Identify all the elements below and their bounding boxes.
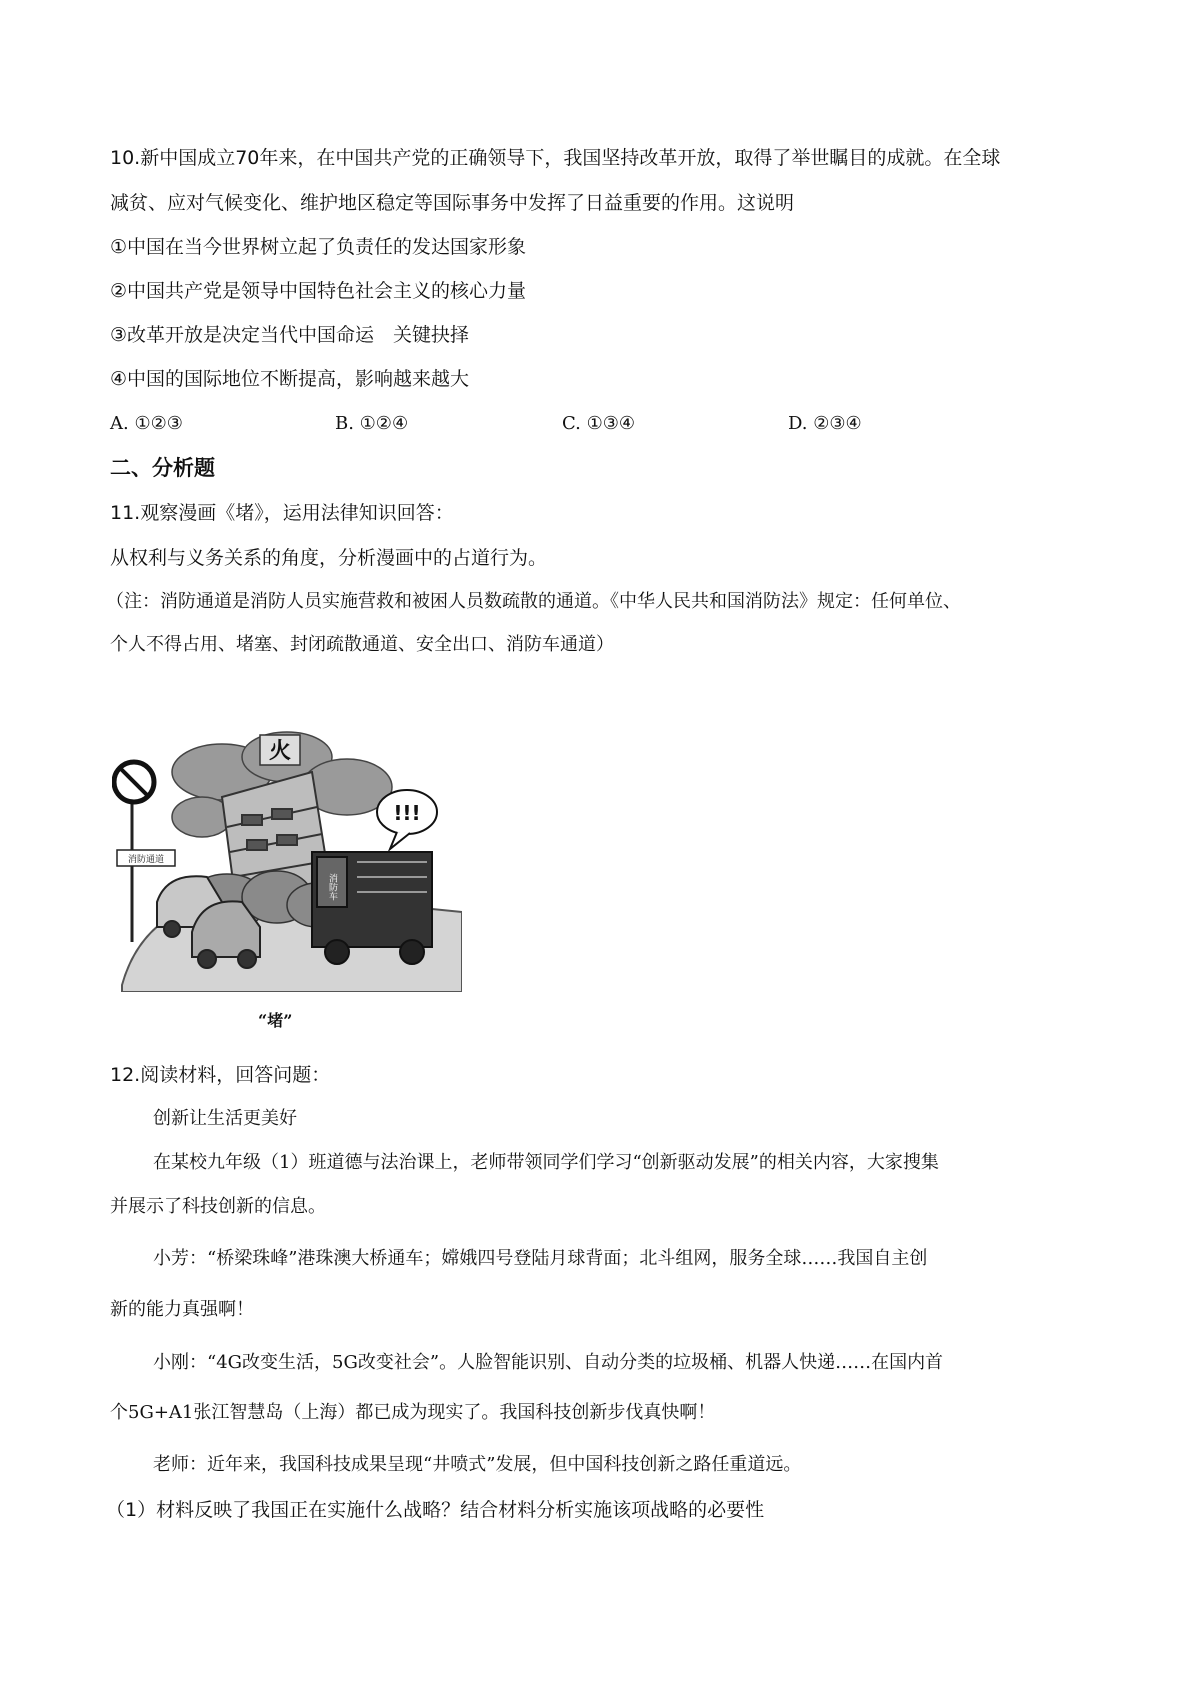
- q10-option-d: D. ②③④: [788, 413, 862, 434]
- q10-option-b: B. ①②④: [335, 413, 409, 434]
- truck-text: 消防车: [327, 873, 337, 901]
- q12-material-title: 创新让生活更美好: [153, 1108, 297, 1129]
- cartoon-illustration: [112, 727, 462, 992]
- q11-note-line2: 个人不得占用、堵塞、封闭疏散通道、安全出口、消防车通道）: [110, 634, 614, 655]
- q12-p3-line2: 个5G+A1张江智慧岛（上海）都已成为现实了。我国科技创新步伐真快啊！: [110, 1402, 716, 1423]
- q11-question: 从权利与义务关系的角度，分析漫画中的占道行为。: [110, 547, 548, 569]
- q12-subquestion-1: （1）材料反映了我国正在实施什么战略？结合材料分析实施该项战略的必要性: [106, 1499, 765, 1521]
- q12-p2-line1: 小芳：“桥梁珠峰”港珠澳大桥通车；嫦娥四号登陆月球背面；北斗组网，服务全球……我国自主创: [153, 1248, 928, 1269]
- q12-stem: 12.阅读材料，回答问题：: [110, 1064, 331, 1086]
- q10-item-2: ②中国共产党是领导中国特色社会主义的核心力量: [110, 280, 527, 302]
- q10-option-c: C. ①③④: [562, 413, 635, 434]
- q12-p3-line1: 小刚：“4G改变生活，5G改变社会”。人脸智能识别、自动分类的垃圾桶、机器人快递……在国内首: [153, 1352, 944, 1373]
- q10-stem-line1: 10.新中国成立70年来，在中国共产党的正确领导下，我国坚持改革开放，取得了举世瞩目的成就。在全球: [110, 147, 1001, 169]
- q10-stem-line2: 减贫、应对气候变化、维护地区稳定等国际事务中发挥了日益重要的作用。这说明: [110, 192, 795, 214]
- fire-sign-text: 火: [268, 739, 292, 764]
- cartoon-caption: “堵”: [258, 1011, 293, 1030]
- exclaim-text: !!!: [393, 801, 421, 825]
- q12-p1-line2: 并展示了科技创新的信息。: [110, 1196, 326, 1217]
- q10-item-1: ①中国在当今世界树立起了负责任的发达国家形象: [110, 236, 527, 258]
- q12-p2-line2: 新的能力真强啊！: [110, 1299, 254, 1320]
- q12-p4: 老师：近年来，我国科技成果呈现“井喷式”发展，但中国科技创新之路任重道远。: [153, 1454, 802, 1475]
- q11-stem: 11.观察漫画《堵》，运用法律知识回答：: [110, 502, 454, 524]
- q10-option-a: A. ①②③: [110, 413, 183, 434]
- section-title: 二、分析题: [110, 456, 215, 480]
- q12-p1-line1: 在某校九年级（1）班道德与法治课上，老师带领同学们学习“创新驱动发展”的相关内容，大家搜集: [153, 1152, 939, 1173]
- sign-text: 消防通道: [127, 855, 165, 865]
- q10-item-4: ④中国的国际地位不断提高，影响越来越大: [110, 368, 470, 390]
- q11-note-line1: （注：消防通道是消防人员实施营救和被困人员数疏散的通道。《中华人民共和国消防法》规定：任何单位、: [106, 591, 961, 612]
- q10-item-3: ③改革开放是决定当代中国命运 关键抉择: [110, 324, 470, 346]
